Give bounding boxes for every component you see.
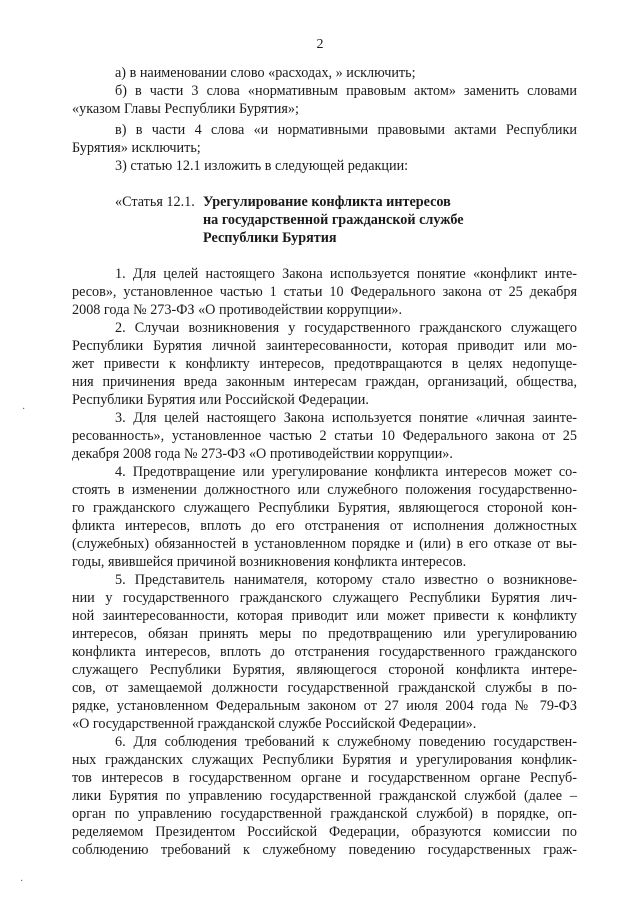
body-line: лики Бурятия по управлению государственной гражданской службой (далее – xyxy=(72,788,577,804)
amendment-line: «указом Главы Республики Бурятия»; xyxy=(72,101,299,117)
page-number: 2 xyxy=(316,37,324,52)
body-line: стоять в изменении должностного или служебного положения государственно- xyxy=(72,482,577,498)
body-line: конфликта интересов, вплоть до отстранения государственного гражданского xyxy=(72,644,577,660)
body-line: 6. Для соблюдения требований к служебному поведению государствен- xyxy=(115,734,577,750)
article-prefix: «Статья 12.1. xyxy=(115,194,195,210)
body-line: 5. Представитель нанимателя, которому стало известно о возникнове- xyxy=(115,572,577,588)
body-line: нии у государственного гражданского служащего Республики Бурятия лич- xyxy=(72,590,577,606)
body-line: орган по управлению государственной гражданской службой) в порядке, оп- xyxy=(72,806,577,822)
body-line: Республики Бурятия личной заинтересованности, которая приводит или мо- xyxy=(72,338,577,354)
amendment-line: 3) статью 12.1 изложить в следующей редакции: xyxy=(115,158,409,174)
article-title-line: Урегулирование конфликта интересов xyxy=(203,194,451,210)
body-line: рядке, установленном Федеральным законом от 27 июля 2004 года № 79-ФЗ xyxy=(72,698,577,714)
body-line: жет привести к конфликту интересов, предотвращаются в целях недопуще- xyxy=(72,356,577,372)
article-title-line: Республики Бурятия xyxy=(203,230,337,246)
scan-speck: · xyxy=(22,404,26,415)
body-line: интересов, обязан принять меры по предотвращению или урегулированию xyxy=(72,626,577,642)
article-title-line: на государственной гражданской службе xyxy=(203,212,464,228)
body-line: ресованность», установленное частью 2 статьи 10 Федерального закона от 25 xyxy=(72,428,577,444)
body-line: ной заинтересованности, которая приводит или может привести к конфликту xyxy=(72,608,577,624)
scan-speck: · xyxy=(20,876,24,887)
body-line: «О государственной гражданской службе Российской Федерации». xyxy=(72,716,477,732)
body-line: соблюдению требований к служебному поведению государственных граж- xyxy=(72,842,577,858)
body-line: фликта интересов, вплоть до его отстранения от исполнения должностных xyxy=(72,518,577,534)
body-line: (служебных) обязанностей в установленном порядке и (или) в его отказе от вы- xyxy=(72,536,577,552)
body-line: служащего Республики Бурятия, являющегося стороной конфликта интере- xyxy=(72,662,577,678)
body-line: ределяемом Президентом Российской Федерации, образуются комиссии по xyxy=(72,824,577,840)
amendment-line: б) в части 3 слова «нормативным правовым актом» заменить словами xyxy=(115,83,577,99)
body-line: Республики Бурятия или Российской Федерации. xyxy=(72,392,369,408)
body-line: ресов», установленное частью 1 статьи 10 Федерального закона от 25 декабря xyxy=(72,284,577,300)
amendment-line: в) в части 4 слова «и нормативными правовыми актами Республики xyxy=(115,122,577,138)
body-line: декабря 2008 года № 273-ФЗ «О противодействии коррупции». xyxy=(72,446,453,462)
amendment-line: а) в наименовании слово «расходах, » исключить; xyxy=(115,65,416,81)
body-line: сов, от замещаемой должности государственной гражданской службы в по- xyxy=(72,680,577,696)
body-line: 1. Для целей настоящего Закона используется понятие «конфликт инте- xyxy=(115,266,577,282)
amendment-line: Бурятия» исключить; xyxy=(72,140,201,156)
body-line: тов интересов в государственном органе и государственном органе Респуб- xyxy=(72,770,577,786)
body-line: ных гражданских служащих Республики Бурятия и урегулирования конфлик- xyxy=(72,752,577,768)
body-line: ния причинения вреда законным интересам граждан, организаций, общества, xyxy=(72,374,577,390)
body-line: го гражданского служащего Республики Бурятия, являющегося стороной кон- xyxy=(72,500,577,516)
body-line: годы, явившейся причиной возникновения конфликта интересов. xyxy=(72,554,467,570)
body-line: 4. Предотвращение или урегулирование конфликта интересов может со- xyxy=(115,464,577,480)
body-line: 2. Случаи возникновения у государственного гражданского служащего xyxy=(115,320,577,336)
body-line: 2008 года № 273-ФЗ «О противодействии коррупции». xyxy=(72,302,403,318)
body-line: 3. Для целей настоящего Закона используется понятие «личная заинте- xyxy=(115,410,577,426)
